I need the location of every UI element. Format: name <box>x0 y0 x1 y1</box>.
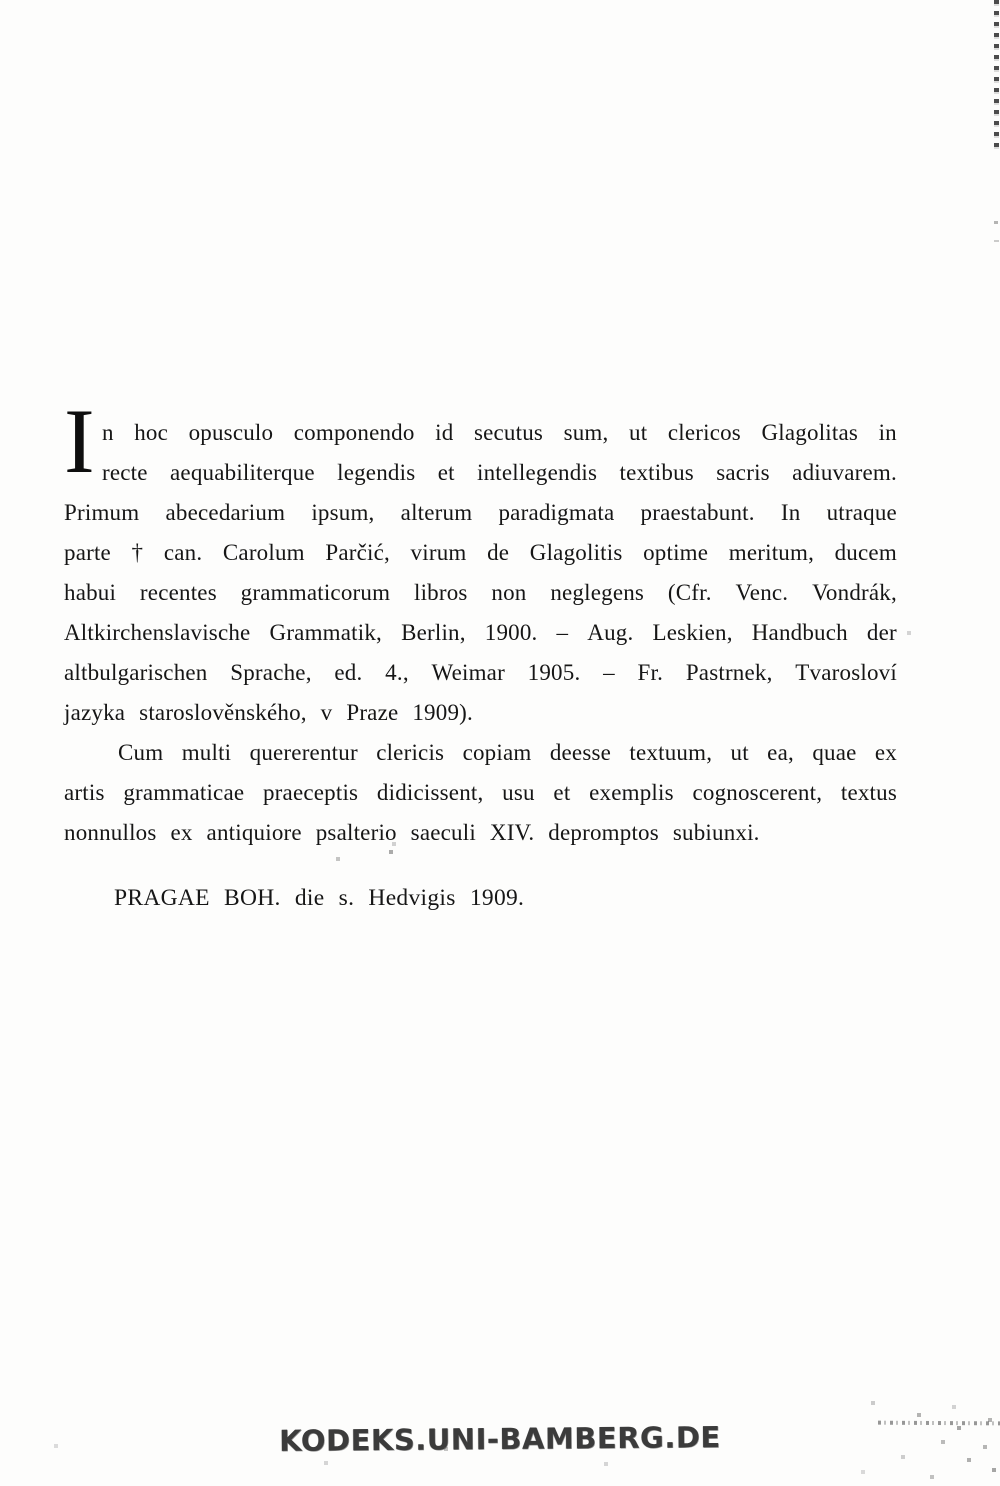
scan-artifact-edge-dashes <box>994 0 999 152</box>
text-line: parte † can. Carolum Parčić, virum de Glagolitis optime meritum, ducem <box>64 540 897 565</box>
text-block <box>64 390 897 918</box>
text-line: Altkirchenslavische Grammatik, Berlin, 1900. – Aug. Leskien, Handbuch der <box>64 620 897 645</box>
scan-artifact-dot <box>994 240 999 242</box>
text-line: habui recentes grammaticorum libros non neglegens (Cfr. Venc. Vondrák, <box>64 580 897 605</box>
scan-artifact-dot <box>994 221 998 224</box>
scan-artifact-speckles <box>0 0 2 2</box>
scan-artifact-streak <box>878 1421 1000 1426</box>
text-line: altbulgarischen Sprache, ed. 4., Weimar 1905. – Fr. Pastrnek, Tvarosloví <box>64 660 897 685</box>
text-line: Cum multi quererentur clericis copiam deesse textuum, ut ea, quae ex <box>118 740 897 765</box>
text-line: recte aequabiliterque legendis et intellegendis textibus sacris adiuvarem. <box>102 460 897 485</box>
text-line: Primum abecedarium ipsum, alterum paradigmata praestabunt. In utraque <box>64 500 897 525</box>
text-line: n hoc opusculo componendo id secutus sum, ut clericos Glagolitas in <box>102 420 897 445</box>
text-line: artis grammaticae praeceptis didicissent, usu et exemplis cognoscerent, textus <box>64 780 897 805</box>
drop-cap-letter: I <box>64 390 95 492</box>
watermark-stamp: KODEKS.UNI-BAMBERG.DE <box>279 1420 721 1458</box>
text-line: nonnullos ex antiquiore psalterio saeculi XIV. depromptos subiunxi. <box>64 820 760 845</box>
paragraph-texts <box>64 733 897 853</box>
text-line: jazyka staroslověnského, v Praze 1909). <box>64 700 473 725</box>
dateline: PRAGAE BOH. die s. Hedvigis 1909. <box>114 885 525 911</box>
paragraph-intro <box>64 390 897 733</box>
